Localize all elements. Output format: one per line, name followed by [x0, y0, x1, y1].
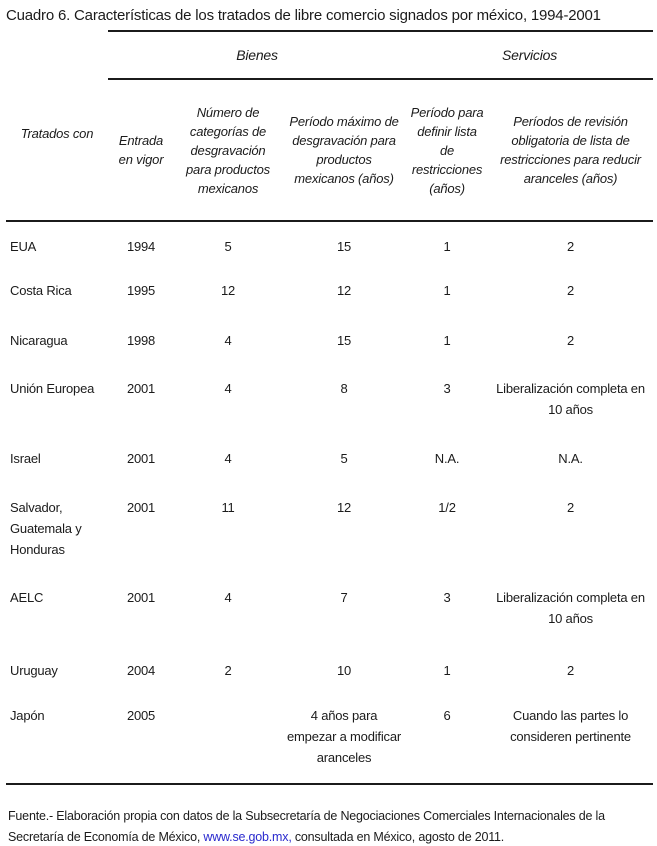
- cell-periodo-lista: 1: [443, 283, 451, 298]
- table-caption: Cuadro 6. Características de los tratados de libre comercio signados por méxico, 1994-2001: [6, 7, 601, 24]
- cell-periodo-max: 4 años para empezar a modificar aranceles: [282, 691, 406, 784]
- column-header-periodo-lista-restricciones: Período para definir lista de restricciones (años): [406, 79, 488, 221]
- cell-periodo-lista: N.A.: [434, 451, 460, 466]
- column-header-tratados-con: Tratados con: [6, 79, 108, 221]
- cell-tratado: Salvador, Guatemala y Honduras: [10, 500, 82, 557]
- cell-categorias: 5: [224, 239, 232, 254]
- cell-periodo-max: 15: [336, 333, 352, 348]
- cell-tratado: AELC: [10, 590, 44, 605]
- cell-entrada: 2001: [126, 451, 156, 466]
- cell-periodo-max: 15: [336, 239, 352, 254]
- cell-categorias: 4: [224, 381, 232, 396]
- table-row: [6, 221, 653, 266]
- cell-periodo-max: 7: [340, 590, 348, 605]
- cell-periodo-lista: 1/2: [438, 500, 456, 515]
- cell-entrada: 2004: [126, 663, 156, 678]
- table-row: [6, 483, 653, 573]
- cell-tratado: Costa Rica: [10, 283, 72, 298]
- cell-tratado: Israel: [10, 451, 41, 466]
- cell-entrada: 1995: [126, 283, 156, 298]
- cell-periodo-max: 12: [336, 283, 352, 298]
- cell-periodo-max: 8: [340, 381, 348, 396]
- cell-periodo-max: 5: [340, 451, 348, 466]
- table-row: [6, 573, 653, 646]
- column-header-row: [6, 79, 653, 221]
- cell-categorias: [174, 691, 282, 784]
- cell-tratado: Nicaragua: [10, 333, 68, 348]
- cell-categorias: 11: [221, 500, 235, 515]
- table-row: [6, 691, 653, 784]
- column-header-periodos-revision: Períodos de revisión obligatoria de lista de restricciones para reducir aranceles (años): [488, 79, 653, 221]
- table-row: [6, 266, 653, 316]
- cell-categorias: 4: [224, 333, 232, 348]
- group-header-bienes: Bienes: [108, 31, 406, 79]
- cell-entrada: 1998: [126, 333, 156, 348]
- trade-agreements-table: [6, 30, 653, 785]
- cell-periodo-lista: 3: [443, 590, 451, 605]
- cell-tratado: Japón: [6, 691, 108, 784]
- cell-entrada: 2001: [126, 590, 156, 605]
- cell-revision: N.A.: [558, 451, 583, 466]
- cell-periodo-lista: 6: [406, 691, 488, 784]
- table-row: [6, 646, 653, 691]
- cell-periodo-lista: 1: [443, 663, 451, 678]
- cell-revision: 2: [567, 283, 575, 298]
- table-row: [6, 434, 653, 483]
- column-header-entrada-en-vigor: Entrada en vigor: [108, 79, 174, 221]
- cell-periodo-lista: 3: [443, 381, 451, 396]
- cell-entrada: 2005: [108, 691, 174, 784]
- source-note-text: consultada en México, agosto de 2011.: [291, 829, 505, 844]
- group-header-servicios: Servicios: [406, 31, 653, 79]
- cell-entrada: 2001: [126, 381, 156, 396]
- cell-tratado: Unión Europea: [10, 381, 95, 396]
- source-note: [6, 798, 653, 846]
- table-row: [6, 316, 653, 364]
- cell-revision: Liberalización completa en 10 años: [496, 381, 645, 417]
- cell-revision: Cuando las partes lo consideren pertinente: [488, 691, 653, 784]
- cell-entrada: 2001: [126, 500, 156, 515]
- cell-revision: Liberalización completa en 10 años: [496, 590, 645, 626]
- cell-revision: 2: [567, 500, 575, 515]
- source-link[interactable]: www.se.gob.mx,: [203, 829, 292, 844]
- group-header-row: [6, 31, 653, 79]
- cell-periodo-max: 10: [336, 663, 352, 678]
- cell-revision: 2: [567, 333, 575, 348]
- cell-tratado: EUA: [10, 239, 37, 254]
- cell-entrada: 1994: [126, 239, 156, 254]
- table-row: [6, 364, 653, 434]
- cell-periodo-max: 12: [336, 500, 352, 515]
- cell-categorias: 12: [220, 283, 236, 298]
- cell-revision: 2: [567, 239, 575, 254]
- group-header-spacer: [6, 31, 108, 79]
- cell-categorias: 2: [224, 663, 232, 678]
- cell-categorias: 4: [224, 590, 232, 605]
- column-header-categorias-desgravacion: Número de categorías de desgravación para productos mexicanos: [174, 79, 282, 221]
- cell-tratado: Uruguay: [10, 663, 58, 678]
- cell-periodo-lista: 1: [443, 333, 451, 348]
- cell-categorias: 4: [224, 451, 232, 466]
- cell-revision: 2: [567, 663, 575, 678]
- cell-periodo-lista: 1: [443, 239, 451, 254]
- column-header-periodo-maximo: Período máximo de desgravación para productos mexicanos (años): [282, 79, 406, 221]
- source-note-text: Fuente.- Elaboración propia con datos de la Subsecretaría de Negociaciones Comerciales Internacionales de la Secretaría de Economía de México,: [8, 808, 605, 844]
